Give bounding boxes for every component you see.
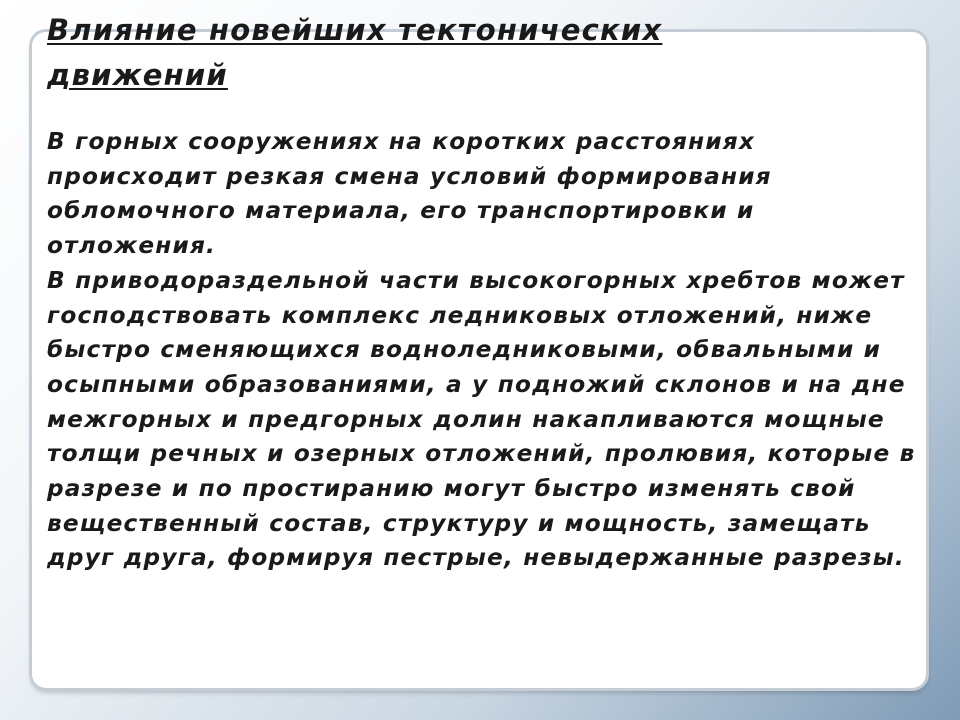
slide-body (47, 125, 927, 576)
paragraph-1: В горных сооружениях на коротких расстояниях происходит резкая смена условий формирования обломочного материала, его транспортировки и отложения. (47, 128, 772, 260)
slide-title: Влияние новейших тектонических движений (47, 13, 663, 92)
paragraph-2: В приводораздельной части высокогорных хребтов может господствовать комплекс ледниковых отложений, ниже быстро сменяющихся водноледниковыми, обвальными и осыпными образованиями, а у подножий склонов и на дне межгорных и предгорных долин накапливаются мощные толщи речных и озерных отложений, пролювия, которые в разрезе и по простиранию могут быстро изменять свой вещественный состав, структуру и мощность, замещать друг друга, формируя пестрые, невыдержанные разрезы. (47, 266, 916, 572)
